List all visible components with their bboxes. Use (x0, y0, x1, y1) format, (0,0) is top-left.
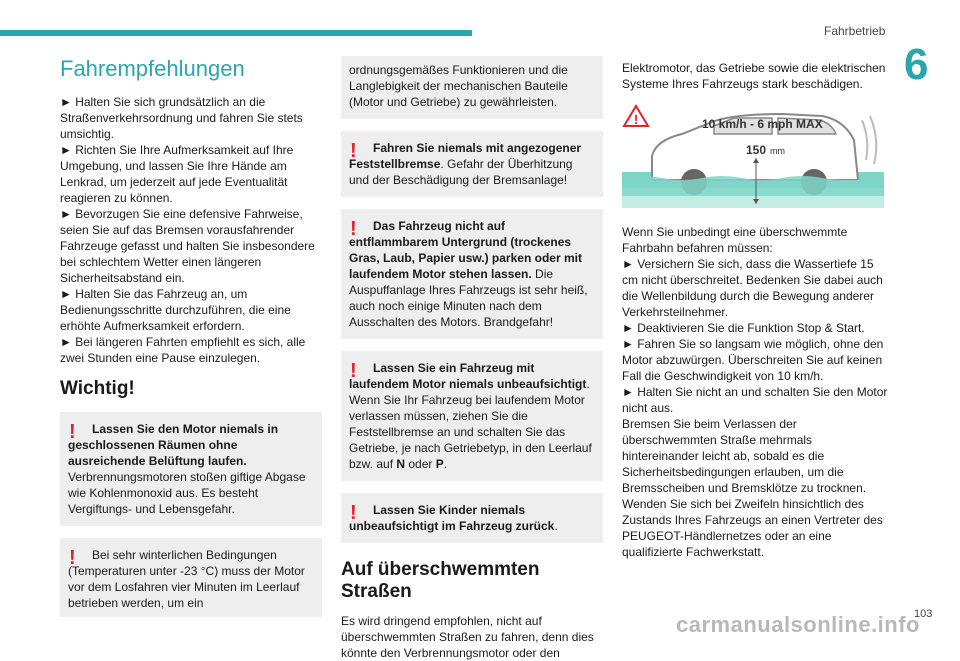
column-2 (341, 56, 603, 661)
watermark: carmanualsonline.info (676, 612, 920, 637)
warning-box-unattended (341, 351, 603, 481)
svg-text:!: ! (633, 112, 639, 127)
paragraph: Wenden Sie sich bei Zweifeln hinsichtlich des Zustands Ihres Fahrzeugs an einen Vertreter des PEUGEOT-Händlernetzes oder an eine qualifizierte Fachwerkstatt. (622, 497, 883, 559)
warning-exclamation-icon: ! (350, 502, 357, 524)
water-depth-value: 150 (746, 143, 767, 157)
warning-box-parking-brake (341, 131, 603, 197)
page-number: 103 (914, 608, 933, 620)
bullet-1: ► Versichern Sie sich, dass die Wassertiefe 15 cm nicht überschreitet. Bedenken Sie dabei auch die Wellenbildung durch die Bewegung anderer Verkehrsteilnehmer. (622, 257, 883, 319)
page-title: Fahrempfehlungen (60, 56, 245, 81)
warning-bold: Lassen Sie ein Fahrzeug mit laufendem Motor niemals unbeaufsichtigt (349, 361, 587, 391)
warning-box-flammable (341, 209, 603, 339)
warning-box-winter (60, 538, 322, 617)
flooded-road-illustration (622, 100, 884, 208)
warning-box-ventilation (60, 412, 322, 526)
warning-text: ordnungsgemäßes Funktionieren und die Langlebigkeit der mechanischen Bauteile (Motor und Getriebe) zu gewährleisten. (349, 63, 568, 109)
section-title: Fahrbetrieb (824, 24, 886, 38)
warning-bold: Das Fahrzeug nicht auf entflammbarem Untergrund (trockenes Gras, Laub, Papier usw.) parken oder mit laufendem Motor stehen lassen. (349, 219, 582, 281)
warning-bold: Lassen Sie Kinder niemals unbeaufsichtigt im Fahrzeug zurück (349, 503, 555, 533)
warning-text: Verbrennungsmotoren stoßen giftige Abgase wie Kohlenmonoxid aus. Es besteht Vergiftungs- und Lebensgefahr. (68, 470, 306, 516)
warning-text: Bei sehr winterlichen Bedingungen (Temperaturen unter -23 °C) muss der Motor vor dem Losfahren vier Minuten im Leerlauf betrieben werden, um ein (68, 548, 305, 610)
bullet-4: ► Halten Sie nicht an und schalten Sie den Motor nicht aus. (622, 385, 888, 415)
warning-exclamation-icon: ! (350, 218, 357, 240)
bullet-4: ► Halten Sie das Fahrzeug an, um Bedienungsschritte durchzuführen, die eine erhöhte Aufmerksamkeit erfordern. (60, 287, 291, 333)
water-depth-unit: mm (770, 146, 785, 156)
bullet-3: ► Fahren Sie so langsam wie möglich, ohne den Motor abzuwürgen. Überschreiten Sie auf keinen Fall die Geschwindigkeit von 10 km/h. (622, 337, 884, 383)
flooded-roads-heading: Auf überschwemmten Straßen (341, 559, 540, 602)
warning-exclamation-icon: ! (69, 421, 76, 443)
gear-p: P (435, 457, 444, 471)
chapter-number: 6 (904, 40, 929, 89)
gear-n: N (396, 457, 406, 471)
warning-text: . Wenn Sie Ihr Fahrzeug bei laufendem Motor verlassen müssen, ziehen Sie die Feststellbremse an und schalten Sie das Getriebe, je nach Getriebetyp, in den Leerlauf bzw. auf (349, 377, 592, 471)
column-3 (622, 60, 888, 560)
flooded-roads-intro: Es wird dringend empfohlen, nicht auf überschwemmten Straßen zu fahren, denn dies könnte den Verbrennungsmotor oder den (341, 614, 594, 660)
warning-box-continued (341, 56, 603, 119)
warning-exclamation-icon: ! (69, 547, 76, 569)
bullet-1: ► Halten Sie sich grundsätzlich an die Straßenverkehrsordnung und fahren Sie stets umsichtig. (60, 95, 303, 141)
paragraph: Bremsen Sie beim Verlassen der überschwemmten Straße mehrmals hintereinander leicht ab, sobald es die Sicherheitsbedingungen erlauben, um die Bremsscheiben und Bremsklötze zu trocknen. (622, 417, 867, 495)
speed-limit-label: 10 km/h - 6 mph MAX (702, 117, 823, 131)
warning-exclamation-icon: ! (350, 360, 357, 382)
warning-exclamation-icon: ! (350, 140, 357, 162)
bullet-2: ► Richten Sie Ihre Aufmerksamkeit auf Ihre Umgebung, und lassen Sie Ihre Hände am Lenkrad, um jederzeit auf jede Eventualität reagieren zu können. (60, 143, 294, 205)
important-heading: Wichtig! (60, 378, 135, 399)
warning-bold: Fahren Sie niemals mit angezogener Feststellbremse (349, 141, 582, 171)
bullet-5: ► Bei längeren Fahrten empfiehlt es sich, alle zwei Stunden eine Pause einzulegen. (60, 335, 306, 365)
paragraph: Elektromotor, das Getriebe sowie die elektrischen Systeme Ihres Fahrzeugs stark beschädigen. (622, 61, 886, 91)
warning-bold: Lassen Sie den Motor niemals in geschlossenen Räumen ohne ausreichende Belüftung laufen. (68, 422, 279, 468)
warning-text: . Gefahr der Überhitzung und der Beschädigung der Bremsanlage! (349, 157, 573, 187)
header-accent-bar (0, 30, 472, 36)
warning-text-end: . (554, 519, 558, 533)
intro: Wenn Sie unbedingt eine überschwemmte Fahrbahn befahren müssen: (622, 225, 848, 255)
bullet-2: ► Deaktivieren Sie die Funktion Stop & Start. (622, 321, 865, 335)
warning-text-end: . (443, 457, 448, 471)
bullet-3: ► Bevorzugen Sie eine defensive Fahrweise, seien Sie auf das Bremsen vorausfahrender Fahrzeuge gefasst und halten Sie insbesondere bei schlechtem Wetter einen längeren Sicherheitsabstand ein. (60, 207, 315, 285)
warning-text-mid: oder (405, 457, 436, 471)
column-1 (60, 56, 322, 629)
warning-box-children (341, 493, 603, 543)
warning-text: Die Auspuffanlage Ihres Fahrzeugs ist sehr heiß, auch noch einige Minuten nach dem Ausschalten des Motors. Brandgefahr! (349, 267, 588, 329)
